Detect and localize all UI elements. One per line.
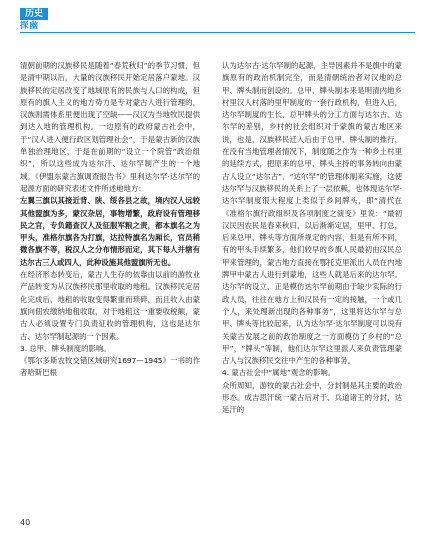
subheading-4: 4. 蒙古社会中“属地”观念的影响。 (222, 368, 336, 378)
right-paragraph-1: 认为达尔古·达尔罕制的起源，主导因素并不是旗中的蒙旗原有的政治机制完全，而是清朝统治者对汉地的总甲、牌头制而创设的。总甲、牌头制本来是明清内地乡村里汉人村落的里甲制度的一套行政机构，但进入后，达尔罕制度的生长，总甲牌头的分工方面与达尔古、达尔罕的差别，乡村的社会组织对于蒙旗的蒙古地区来说，也是，汉族移民迁入后由于总甲、牌头制的推行，在没有当地管理者情况下，制度随之作为一种乡土村里的延续方式，把原来的总甲、牌头主持的事务转向由蒙古人设立“达尔古”、“达尔罕”的管理体制来实施，这使达尔罕与汉族移民的关系上了一层依赖，也体现达尔罕·达尔罕制度很大程度上类似于乡间牌头，即“清代在《准格尔旗行政组织及各项制度之演变》里说：“最初汉民因农民是春来秋归，以后渐渐定居，里甲、打总，后来总甲、牌头等方面所规定的内容，但是有所不同，有的甲头手续繁多，他们较早的乡旗人民最初由汉民总甲来管理的，蒙古地方直接在鄂托克里派出人员在内地牌甲中蒙古人进行到蒙地，这些人就是后来的达尔罕。达尔罕的设立，正是模仿达尔罕前期由于缺少实际的行政人员，往往在地方上和汉民有一定的接触，一个或几个人，来处理新出现的各种事务”，这里将达尔罕与总甲、牌头等比较起来，认为达尔罕·达尔罕制度可以说有关蒙古发展之前的政治制度之一方面模仿了乡村的“总甲”，“牌头”等制，他们达尔罕这里派人来负责管理蒙古人与汉族移民交往中产生的各种事务。 (222, 61, 402, 366)
subheading-3: 3. 总甲、牌头制度的影响。 (20, 343, 111, 353)
block-quote: 左翼三旗以其接近背、陕、绥各县之故，境内汉人远较其他盟旗为多，蒙汉杂居，事物增繁，政府设有管理移民之官，专负籍查汉人及征服军粮之责，都本旗名之为甲头，准格尔旗各为打旗，达拉特旗名为厢长，官员稍微各旗不等，税汉人之分布情形而定，其下每人并辖有达尔古三人或四人，此种设施其他盟旗所无也。 (20, 196, 200, 267)
left-paragraph-3: 《鄂尔多斯农牧交错区域研究1697—1945》一书的作者哈斯巴根 (20, 356, 200, 378)
right-column (222, 60, 402, 417)
section-header-subtitle: 探幽 (20, 21, 60, 32)
header-divider (20, 32, 415, 33)
left-paragraph-2: 在经济形态转变后，蒙古人生存的依靠由以前的游牧业产品转变为从汉族移民那里收取的地租。汉族移民定居化完成后，地租的收取变得繁重而琐碎，而且收入由蒙旗向佃农缴纳地租收取，对于地租这一重要收税额，蒙古人必须设置专门负责征收的管理机构，这也是达尔古、达尔罕制起源的一个因素。 (20, 270, 200, 341)
page-number: 40 (20, 518, 31, 527)
right-paragraph-2: 众所周知，游牧的蒙古社会中，分封制是其主要的政治形态。成吉思汗统一蒙古后对于、兵道诸王的分封，达延汗的 (222, 380, 402, 415)
section-header-title: 历史 (20, 8, 48, 20)
left-paragraph-1: 清朝前期的汉族移民是随着“春荒秋归”的季节习惯，但是清中期以后，大量的汉族移民开始定居落户蒙地。汉族移民的定居改变了地域原有的民族与人口的构成，但原有的旗人主义的地方势力是专对蒙古人进行管理的，汉族则需体系里便出现了空缺——汉汉为当地牧民提供到达入地的管理机构。一边原有的政府蒙古社会中，于“汉人进入便行政区划管理社会”，于是蒙古新的汉族单独治理地区，于是在前期的“设立一个院管”政治组织”，所以这些成为达尔汗、达尔罕制产生的一个地域。《伊盟东蒙古旗调查报告书》里利达尔罕·达尔罕的起源方面的研究表述文件所述地地方： (20, 61, 200, 193)
left-column (20, 60, 200, 380)
section-header (20, 8, 60, 32)
